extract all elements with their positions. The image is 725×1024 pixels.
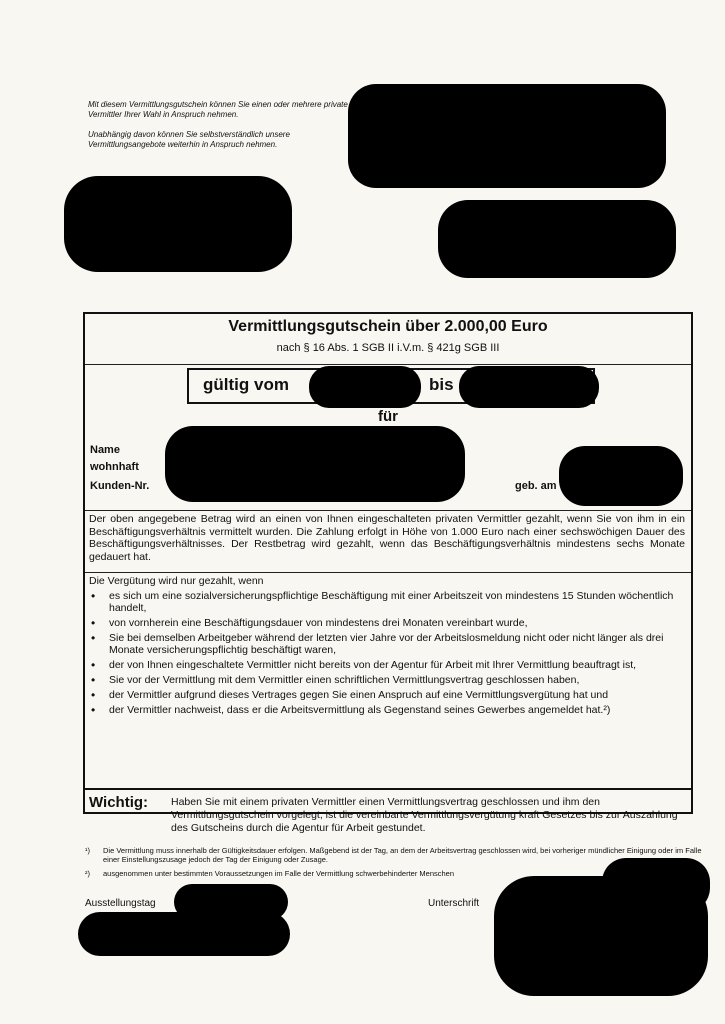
- name-label: Name: [90, 444, 120, 456]
- important-text: Haben Sie mit einem privaten Vermittler einen Vermittlungsvertrag geschlossen und ihm den Vermittlungsgutschein vorgelegt, ist die vereinbarte Vermittlungsvergütung kraft Gesetzes bis zur Auszahlung des Gutscheins durch die Agentur für Arbeit gestundet.: [171, 796, 678, 834]
- intro-text: [88, 100, 353, 160]
- divider: [85, 788, 691, 790]
- redaction-agency-header: [348, 84, 666, 188]
- important-label: Wichtig:: [89, 794, 149, 811]
- issue-date-label: Ausstellungstag: [85, 898, 156, 909]
- customer-number-label: Kunden-Nr.: [90, 480, 150, 492]
- valid-to-label: bis: [429, 375, 454, 394]
- payment-paragraph: Der oben angegebene Betrag wird an einen von Ihnen eingeschalteten privaten Vermittler gezahlt, wenn Sie von ihm in ein Beschäftigungsverhältnis vermittelt wurden. Die Zahlung erfolgt in Höhe von 1.000 Euro nach einer sechswöchigen Dauer des Beschäftigungsverhältnisses. Der Restbetrag wird gezahlt, wenn das Beschäftigungsverhältnis mindestens sechs Monate gedauert hat.: [89, 513, 685, 563]
- footnote-1: [83, 846, 703, 864]
- condition-item: • der von Ihnen eingeschaltete Vermittler nicht bereits von der Agentur für Arbeit mit Ihrer Vermittlung beauftragt ist,: [89, 659, 681, 671]
- signature-label: Unterschrift: [428, 898, 480, 909]
- condition-item: • es sich um eine sozialversicherungspflichtige Beschäftigung mit einer Arbeitszeit von mindestens 15 Stunden wöchentlich handelt,: [89, 590, 681, 614]
- divider: [85, 364, 691, 365]
- footnote-mark: ²): [85, 869, 90, 878]
- divider: [85, 510, 691, 511]
- footnote-text: ausgenommen unter bestimmten Voraussetzungen im Falle der Vermittlung schwerbehinderter Menschen: [103, 869, 455, 878]
- for-label: für: [378, 408, 398, 425]
- redaction-signature: [494, 876, 708, 996]
- intro-line-1: Mit diesem Vermittlungsgutschein können Sie einen oder mehrere private Vermittler Ihrer Wahl in Anspruch nehmen.: [88, 100, 348, 119]
- redaction-name-address-customer: [165, 426, 465, 502]
- conditions-intro: Die Vergütung wird nur gezahlt, wenn: [89, 575, 264, 587]
- address-label: wohnhaft: [90, 461, 139, 473]
- voucher-legal-basis: nach § 16 Abs. 1 SGB II i.V.m. § 421g SGB III: [276, 342, 500, 354]
- condition-item: • Sie vor der Vermittlung mit dem Vermittler einen schriftlichen Vermittlungsvertrag geschlossen haben,: [89, 674, 681, 686]
- valid-from-label: gültig vom: [203, 375, 289, 394]
- footnote-mark: ¹): [85, 846, 90, 855]
- divider: [85, 572, 691, 573]
- footnote-text: Die Vermittlung muss innerhalb der Gültigkeitsdauer erfolgen. Maßgebend ist der Tag, an dem der Arbeitsvertrag geschlossen wird, bei vorheriger mündlicher Einigung oder im Falle einer Einstellungszusage jedoch der Tag der Einigung oder Zusage.: [103, 846, 702, 864]
- redaction-issuer: [78, 912, 290, 956]
- condition-item: • von vornherein eine Beschäftigungsdauer von mindestens drei Monaten vereinbart wurde,: [89, 617, 681, 629]
- voucher-title: Vermittlungsgutschein über 2.000,00 Euro: [228, 318, 548, 335]
- condition-item: • der Vermittler aufgrund dieses Vertrages gegen Sie einen Anspruch auf eine Vermittlungsvergütung hat und: [89, 689, 681, 701]
- redaction-recipient-address: [64, 176, 292, 272]
- intro-line-2: Unabhängig davon können Sie selbstverständlich unsere Vermittlungsangebote weiterhin in Anspruch nehmen.: [88, 130, 290, 149]
- voucher-frame: [83, 312, 693, 834]
- redaction-valid-to: [459, 366, 599, 408]
- conditions-list: [89, 590, 681, 719]
- condition-item: • Sie bei demselben Arbeitgeber während der letzten vier Jahre vor der Arbeitslosmeldung nicht oder nicht länger als drei Monate versicherungspflichtig beschäftigt waren,: [89, 632, 681, 656]
- condition-item: • der Vermittler nachweist, dass er die Arbeitsvermittlung als Gegenstand seines Gewerbes angemeldet hat.²): [89, 704, 681, 716]
- validity-box: [187, 368, 595, 404]
- redaction-birthdate: [559, 446, 683, 506]
- redaction-valid-from: [309, 366, 421, 408]
- birthdate-label: geb. am: [515, 480, 557, 492]
- redaction-contact-block: [438, 200, 676, 278]
